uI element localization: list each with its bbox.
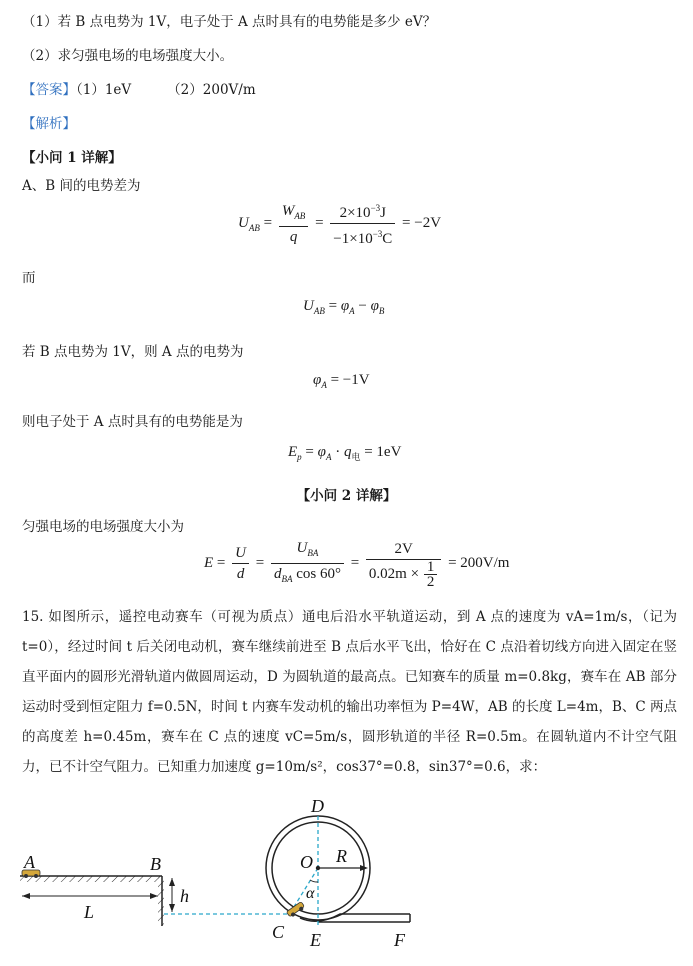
l-dimension (22, 893, 158, 899)
analysis-tag: 【解析】 (22, 116, 76, 132)
label-r: R (336, 846, 347, 866)
fraction-values: $\frac{2\times 10^{-3}J}{-1\times 10^{-3}C}$ (330, 198, 395, 249)
h-dimension (169, 878, 175, 912)
ef-track (300, 914, 410, 922)
answer-tag: 【答案】 (22, 82, 76, 98)
answer-part-1: （1）1eV (76, 82, 132, 98)
equation-phi-a: $\varphi_A = -1V$ (313, 372, 370, 390)
equation-uab-phi: $U_{AB} = \varphi_A - \varphi_B$ (303, 298, 385, 316)
sub1-line-2: 若 B 点电势为 1V，则 A 点的电势为 (22, 344, 244, 360)
subquestion-2-heading: 【小问 2 详解】 (296, 488, 397, 504)
sub1-er: 而 (22, 270, 36, 286)
label-c: C (272, 922, 285, 942)
label-e: E (310, 930, 321, 950)
sub1-line-3: 则电子处于 A 点时具有的电势能是为 (22, 414, 243, 430)
label-d: D (311, 796, 324, 816)
label-h: h (180, 886, 189, 906)
label-o: O (300, 852, 313, 872)
problem-15-text: 15. 如图所示，遥控电动赛车（可视为质点）通电后沿水平轨道运动，到 A 点的速度为 vA=1m/s，（记为 t=0），经过时间 t 后关闭电动机，赛车继续前进至 B 点后水平飞出，恰好在 C 点沿着切线方向进入固定在竖直平面内的圆形光滑轨道内做圆周运动，D 为圆轨道的最高点。已知赛车的质量 m=0.8kg，赛车在 AB 部分运动时受到恒定阻力 f=0.5N，时间 t 内赛车发动机的输出功率恒为 P=4W，AB 的长度 L=4m，B、C 两点的高度差 h=0.45m，赛车在 C 点的速度 vC=5m/s，圆形轨道的半径 R=0.5m。在圆轨道内不计空气阻力，已不计空气阻力。已知重力加速度 g=10m/s²，cos37°=0.8，sin37°=0.6，求： (22, 609, 677, 775)
label-l: L (84, 902, 95, 922)
answer-line (22, 78, 256, 98)
label-b: B (150, 854, 161, 874)
alpha-angle-arc (310, 880, 318, 882)
label-f: F (394, 930, 405, 950)
problem-15-figure (0, 790, 693, 966)
label-a: A (24, 852, 35, 872)
fraction-w-over-q: $\frac{W_{AB}}{q}$ (279, 201, 309, 247)
question-2: （2）求匀强电场的电场强度大小。 (22, 48, 234, 64)
subquestion-1-heading: 【小问 1 详解】 (22, 150, 122, 166)
center-point (316, 866, 320, 870)
answer-part-2: （2）200V/m (167, 82, 256, 98)
question-1: （1）若 B 点电势为 1V，电子处于 A 点时具有的电势能是多少 eV？ (22, 14, 437, 30)
sub1-line-1: A、B 间的电势差为 (22, 178, 141, 194)
label-alpha: α (306, 885, 315, 902)
sub2-line-1: 匀强电场的电场强度大小为 (22, 519, 184, 535)
equation-ep: $E_p = \varphi_A \cdot q_电 = 1eV$ (288, 444, 402, 462)
equation-e-field: E = $\frac{U}{d}$ = $\frac{U_{BA}}{d_{BA} \cos 60^\circ}$ = 2V 0.02m × $\frac{1}{2}$ = 200V/m (204, 540, 510, 590)
equation-uab: $U_{AB}$ = $\frac{W_{AB}}{q}$ = $\frac{2\times 10^{-3}J}{-1\times 10^{-3}C}$ = −2V (238, 198, 441, 249)
